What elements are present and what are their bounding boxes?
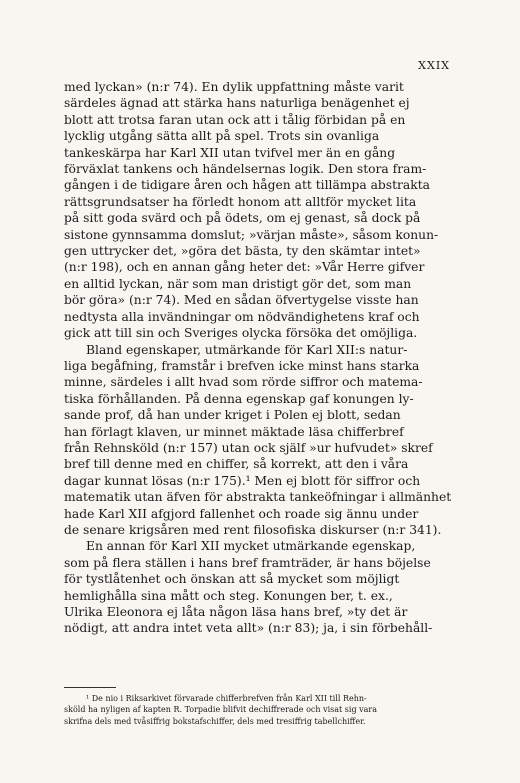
text-line: med lyckan» (n:r 74). En dylik uppfattning måste varit bbox=[64, 80, 404, 94]
text-line: en alltid lyckan, när som man dristigt gör det, som man bbox=[64, 276, 412, 291]
text-line: från Rehnsköld (n:r 157) utan ock själf »ur hufvudet» skref bbox=[64, 440, 433, 455]
footnote bbox=[64, 693, 457, 727]
text-line: gen uttrycker det, »göra det bästa, ty den skämtar intet» bbox=[64, 244, 421, 259]
text-line: rättsgrundsatser ha förledt honom att alltför mycket lita bbox=[64, 194, 417, 209]
text-line: förväxlat tankens och händelsernas logik. Den stora fram- bbox=[64, 162, 427, 177]
text-line: tankeskärpa har Karl XII utan tvifvel mer än en gång bbox=[64, 145, 396, 160]
footnote-divider bbox=[64, 687, 116, 688]
text-line: bref till denne med en chiffer, så korrekt, att den i våra bbox=[64, 457, 409, 472]
text-line: liga begåfning, framstår i brefven icke minst hans starka bbox=[64, 358, 420, 373]
text-line: bör göra» (n:r 74). Med en sådan öfvertygelse visste han bbox=[64, 293, 419, 308]
text-line: Ulrika Eleonora ej låta någon läsa hans bref, »ty det är bbox=[64, 605, 408, 619]
text-line: de senare krigsåren med rent filosofiska diskurser (n:r 341). bbox=[64, 522, 442, 537]
text-line: hade Karl XII afgjord fallenhet och roade sig ännu under bbox=[64, 506, 419, 521]
text-line: sande prof, då han under kriget i Polen ej blott, sedan bbox=[64, 408, 401, 423]
text-line: sistone gynnsamma domslut; »värjan måste», såsom konun- bbox=[64, 227, 439, 242]
text-line: för tystlåtenhet och önskan att så mycket som möjligt bbox=[64, 572, 400, 587]
text-line: som på flera ställen i hans bref framträder, är hans böjelse bbox=[64, 555, 431, 570]
page-number: XXIX bbox=[418, 59, 450, 72]
text-line: nedtysta alla invändningar om nödvändighetens kraf och bbox=[64, 309, 420, 324]
text-line: nödigt, att andra intet veta allt» (n:r 83); ja, i sin förbehåll- bbox=[64, 621, 433, 636]
text-line: särdeles ägnad att stärka hans naturliga benägenhet ej bbox=[64, 96, 410, 111]
text-line: gick att till sin och Sveriges olycka försöka det omöjliga. bbox=[64, 326, 418, 341]
body-text bbox=[64, 79, 457, 637]
text-line: gången i de tidigare åren och hågen att tillämpa abstrakta bbox=[64, 178, 430, 193]
text-line: matematik utan äfven för abstrakta tankeöfningar i allmänhet bbox=[64, 490, 452, 505]
text-line: minne, särdeles i allt hvad som rörde siffror och matema- bbox=[64, 375, 423, 390]
text-line: han förlagt klaven, ur minnet mäktade läsa chifferbref bbox=[64, 424, 404, 439]
text-line: dagar kunnat lösas (n:r 175).¹ Men ej blott för siffror och bbox=[64, 473, 421, 488]
footnote-line: sköld ha nyligen af kapten R. Torpadie blifvit dechiffrerade och visat sig vara bbox=[64, 705, 377, 715]
paragraph-start-line: En annan för Karl XII mycket utmärkande egenskap, bbox=[86, 539, 416, 554]
text-line: lycklig utgång sätta allt på spel. Trots sin ovanliga bbox=[64, 129, 380, 144]
text-line: hemlighålla sina mått och steg. Konungen ber, t. ex., bbox=[64, 588, 393, 603]
text-line: på sitt goda svärd och på ödets, om ej genast, så dock på bbox=[64, 211, 421, 226]
text-line: tiska förhållanden. På denna egenskap gaf konungen ly- bbox=[64, 391, 414, 406]
text-line: (n:r 198), och en annan gång heter det: »Vår Herre gifver bbox=[64, 260, 425, 275]
footnote-line: ¹ De nio i Riksarkivet förvarade chifferbrefven från Karl XII till Rehn- bbox=[86, 694, 367, 703]
text-line: blott att trotsa faran utan ock att i tålig förbidan på en bbox=[64, 112, 406, 127]
footnote-line: skrifna dels med tvåsiffrig bokstafschiffer, dels med tresiffrig tabellchiffer. bbox=[64, 716, 366, 726]
paragraph-start-line: Bland egenskaper, utmärkande för Karl XII:s natur- bbox=[86, 342, 408, 357]
